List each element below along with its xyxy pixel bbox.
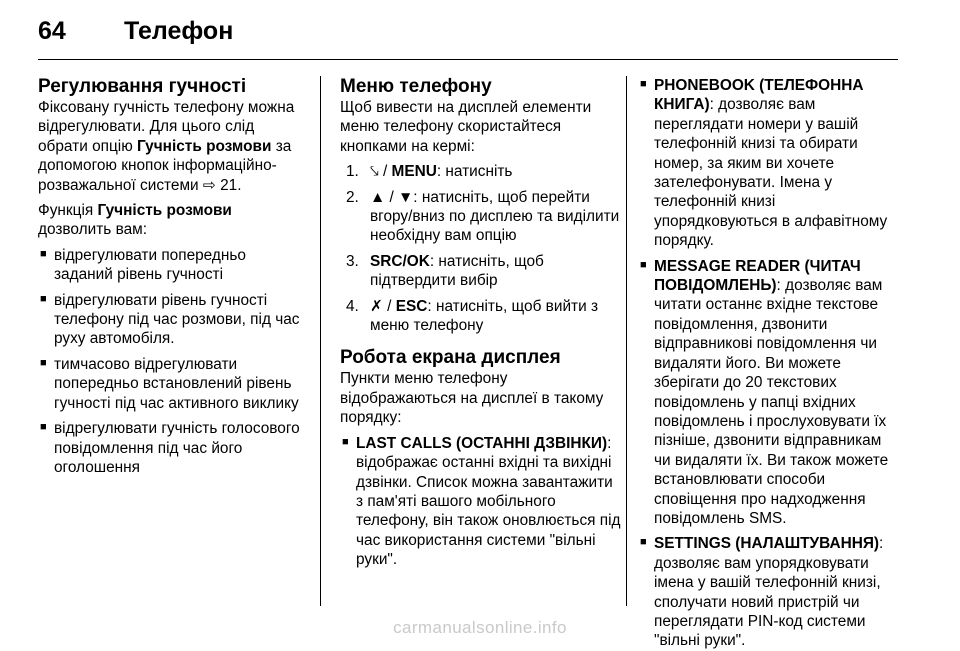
up-down-arrows-icon: ▲ / ▼ (370, 188, 414, 206)
phone-menu-intro: Щоб вивести на дисплей елементи меню телефону скористайтеся кнопками на кермі: (340, 99, 592, 155)
step-text: : натисніть, щоб вийти з меню телефону (370, 297, 599, 335)
intro-text: Фіксовану гучність телефону можна відрегулювати. Для цього слід обрати опцію (38, 99, 295, 155)
item-text: : дозволяє вам упорядковувати імена у вашій телефонній книзі, сполучати новий пристрій чи переглядати PIN-код системи "вільні руки". (654, 535, 884, 650)
esc-key: ESC (395, 297, 428, 315)
item-title: SETTINGS (НАЛАШТУВАННЯ) (654, 535, 880, 553)
item-title: MESSAGE READER (ЧИТАЧ ПОВІДОМЛЕНЬ) (654, 257, 861, 295)
list-item (340, 434, 622, 570)
step-number: 2. (346, 188, 359, 206)
function-text: Функція (38, 202, 98, 220)
reference-arrow-icon: ⇨ (202, 176, 216, 194)
list-item: ■ відрегулювати попередньо заданий рівень гучності (38, 246, 300, 285)
src-ok-key: SRC/OK (370, 252, 430, 270)
list-item (638, 76, 900, 251)
volume-intro (38, 98, 300, 195)
mute-icon: ✗ (370, 297, 383, 315)
step-item (340, 188, 622, 246)
item-text: : відображає останні вхідні та вихідні дзвінки. Список можна завантажити з пам'яті вашого мобільного телефону, він також оновлюється під час використання системи "вільні руки". (356, 434, 621, 569)
column-divider-2 (626, 76, 627, 606)
column-phone-menu (340, 76, 622, 570)
item-title: LAST CALLS (ОСТАННІ ДЗВІНКИ) (356, 434, 608, 452)
step-number: 1. (346, 163, 359, 181)
function-intro (38, 201, 300, 240)
step-item: 1. ⤥ / MENU: натисніть (346, 163, 513, 181)
item-text: : дозволяє вам читати останнє вхідне текстове повідомлення, дзвонити відправникові повідомлення чи видаляти його. Ви можете зберігати до 20 текстових повідомлень у папці вхідних повідомлень і прослуховувати їх пізніше, дзвонити відправникам чи видаляти їх. Ви також можете встановлювати способи сповіщення про надходження повідомлень SMS. (654, 277, 889, 527)
page-title: Телефон (124, 16, 234, 45)
column-menu-items (638, 76, 900, 651)
display-intro: Пункти меню телефону відображаються на дисплеї в такому порядку: (340, 370, 604, 427)
menu-items-list-2 (638, 76, 900, 651)
menu-key: MENU (391, 163, 437, 181)
steps-list (340, 162, 622, 335)
function-text-2: дозволить вам: (38, 221, 147, 239)
volume-bullet-list (38, 246, 300, 477)
step-text: : натисніть, щоб підтвердити вибір (370, 252, 544, 290)
step-item: 4. ✗ / ESC: натисніть, щоб вийти з меню телефону (346, 297, 599, 335)
column-volume (38, 76, 300, 477)
menu-items-list (340, 434, 622, 570)
column-divider-1 (320, 76, 321, 606)
section-heading-phone-menu: Меню телефону (340, 76, 492, 97)
list-item: ■ відрегулювати гучність голосового повідомлення під час його оголошення (38, 419, 300, 477)
step-text: : натисніть, щоб перейти вгору/вниз по дисплею та виділити необхідну вам опцію (370, 188, 620, 245)
section-heading-volume: Регулювання гучності (38, 76, 247, 97)
item-title: PHONEBOOK (ТЕЛЕФОННА КНИГА) (654, 77, 864, 114)
watermark: carmanualsonline.info (393, 618, 567, 637)
page-header (38, 14, 233, 48)
intro-page-ref: 21. (215, 176, 242, 194)
phone-call-icon: ⤥ (370, 163, 379, 181)
step-number: 4. (346, 297, 359, 315)
step-number: 3. (346, 252, 359, 270)
step-item (340, 252, 622, 291)
intro-option-bold: Гучність розмови (137, 137, 272, 155)
header-divider (38, 59, 898, 60)
page-number: 64 (38, 16, 66, 45)
list-item: ■ відрегулювати рівень гучності телефону під час розмови, під час руху автомобіля. (38, 291, 300, 349)
section-heading-display: Робота екрана дисплея (340, 347, 561, 369)
step-text: : натисніть (436, 163, 513, 181)
list-item: ■ тимчасово відрегулювати попередньо встановлений рівень гучності під час активного виклику (38, 355, 300, 413)
list-item (638, 257, 900, 529)
intro-text-2: за допомогою кнопок інформаційно-розважальної системи (38, 137, 292, 194)
function-option-bold: Гучність розмови (97, 202, 232, 220)
item-text: : дозволяє вам переглядати номери у вашій телефонній книзі та обирати номер, за яким ви хочете зателефонувати. Імена у телефонній книзі упорядковуються в алфавітному порядку. (654, 96, 888, 250)
